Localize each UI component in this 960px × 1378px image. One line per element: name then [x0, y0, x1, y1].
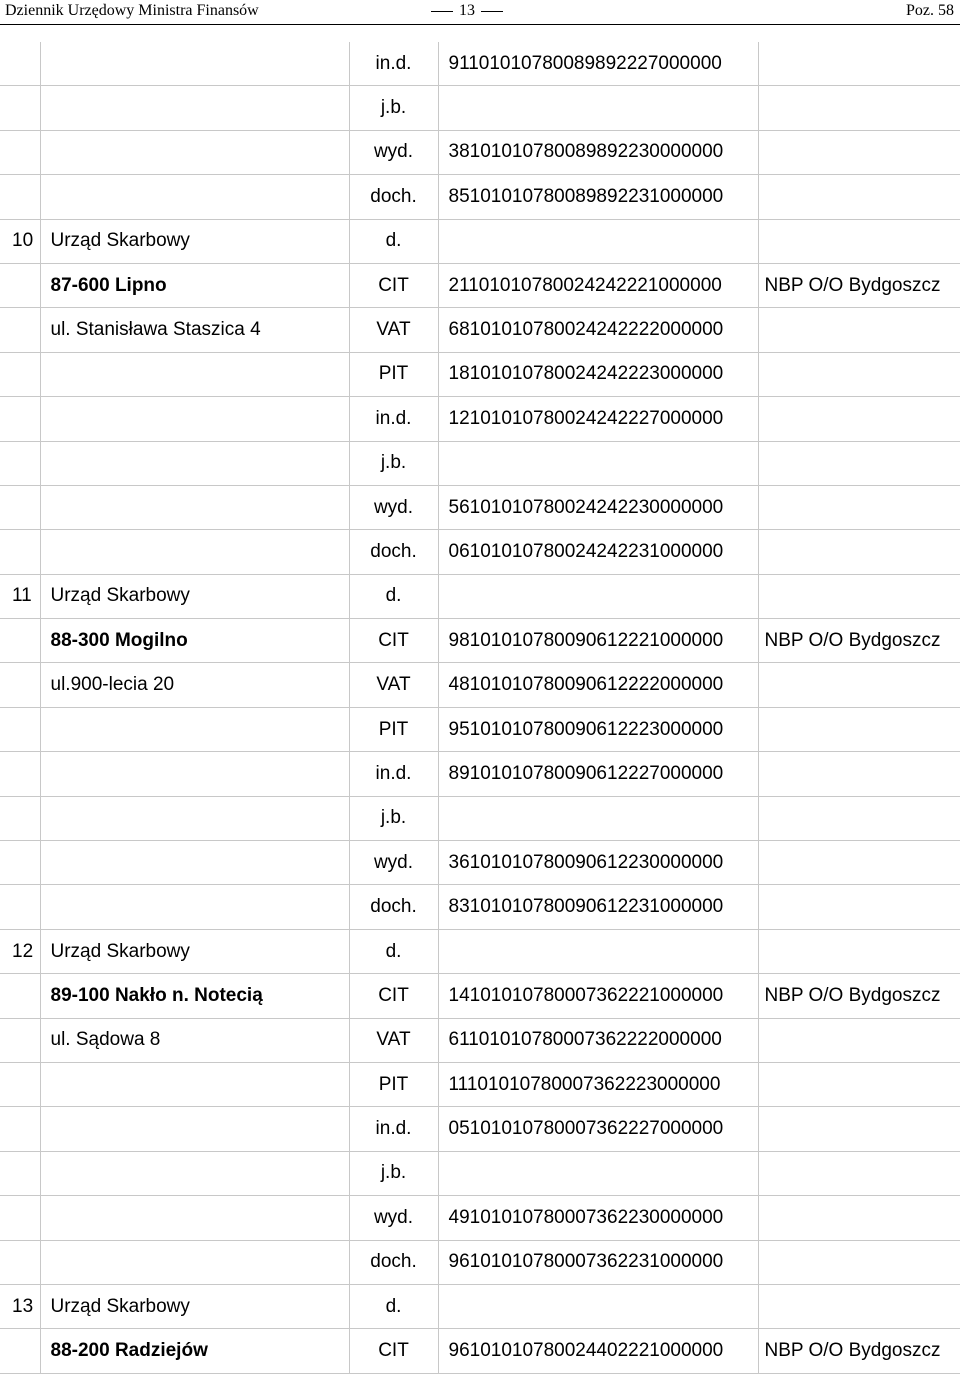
account-type-cell: in.d. [349, 42, 438, 86]
office-number-cell [0, 1107, 40, 1151]
office-name-cell: 87-600 Lipno [40, 263, 349, 307]
account-type-cell: d. [349, 574, 438, 618]
dash-right [481, 11, 503, 12]
table-row [0, 42, 960, 86]
bank-branch-cell [758, 397, 960, 441]
account-type-cell: doch. [349, 885, 438, 929]
account-type-cell: CIT [349, 974, 438, 1018]
office-name-cell [40, 707, 349, 751]
bank-branch-cell [758, 885, 960, 929]
account-type-cell: CIT [349, 1329, 438, 1373]
account-number-cell [438, 1151, 758, 1195]
bank-branch-cell [758, 574, 960, 618]
table-row [0, 663, 960, 707]
office-name-cell [40, 397, 349, 441]
account-number-cell: 91101010780089892227000000 [438, 42, 758, 86]
account-type-cell: in.d. [349, 1107, 438, 1151]
table-row [0, 352, 960, 396]
page-number-group [425, 2, 509, 20]
account-number-cell [438, 1284, 758, 1328]
office-name-cell [40, 352, 349, 396]
table-row [0, 974, 960, 1018]
account-number-cell [438, 796, 758, 840]
table-body [0, 42, 960, 1373]
bank-branch-cell [758, 530, 960, 574]
bank-branch-cell [758, 441, 960, 485]
account-number-cell [438, 86, 758, 130]
office-number-cell [0, 308, 40, 352]
office-name-cell [40, 1240, 349, 1284]
account-type-cell: wyd. [349, 841, 438, 885]
table-row [0, 1196, 960, 1240]
office-name-cell: 88-200 Radziejów [40, 1329, 349, 1373]
office-number-cell [0, 1196, 40, 1240]
office-number-cell [0, 1240, 40, 1284]
office-name-cell [40, 530, 349, 574]
bank-branch-cell [758, 1151, 960, 1195]
table-row [0, 397, 960, 441]
account-number-cell: 48101010780090612222000000 [438, 663, 758, 707]
bank-branch-cell [758, 796, 960, 840]
account-number-cell: 85101010780089892231000000 [438, 175, 758, 219]
office-number-cell [0, 397, 40, 441]
office-number-cell [0, 1062, 40, 1106]
table-row [0, 841, 960, 885]
office-number-cell: 13 [0, 1284, 40, 1328]
account-type-cell: j.b. [349, 441, 438, 485]
office-name-cell: 89-100 Nakło n. Notecią [40, 974, 349, 1018]
table-row [0, 1018, 960, 1062]
position-label: Poz. 58 [906, 2, 954, 19]
bank-branch-cell [758, 352, 960, 396]
office-name-cell [40, 86, 349, 130]
office-number-cell [0, 530, 40, 574]
account-type-cell: d. [349, 929, 438, 973]
table-row [0, 485, 960, 529]
account-type-cell: in.d. [349, 397, 438, 441]
account-number-cell [438, 219, 758, 263]
account-number-cell: 56101010780024242230000000 [438, 485, 758, 529]
bank-branch-cell [758, 86, 960, 130]
table-row [0, 130, 960, 174]
account-type-cell: VAT [349, 1018, 438, 1062]
table-row [0, 530, 960, 574]
account-type-cell: j.b. [349, 1151, 438, 1195]
office-number-cell [0, 130, 40, 174]
account-number-cell: 68101010780024242222000000 [438, 308, 758, 352]
account-type-cell: in.d. [349, 752, 438, 796]
bank-branch-cell [758, 1284, 960, 1328]
office-name-cell [40, 885, 349, 929]
office-name-cell: Urząd Skarbowy [40, 219, 349, 263]
account-number-cell: 12101010780024242227000000 [438, 397, 758, 441]
office-number-cell [0, 974, 40, 1018]
tax-office-accounts-table [0, 42, 960, 1374]
office-number-cell [0, 796, 40, 840]
account-type-cell: wyd. [349, 1196, 438, 1240]
office-number-cell [0, 707, 40, 751]
office-number-cell [0, 841, 40, 885]
account-type-cell: wyd. [349, 485, 438, 529]
table-row [0, 929, 960, 973]
table-row [0, 308, 960, 352]
office-name-cell [40, 1151, 349, 1195]
account-number-cell: 61101010780007362222000000 [438, 1018, 758, 1062]
office-name-cell: Urząd Skarbowy [40, 929, 349, 973]
bank-branch-cell [758, 663, 960, 707]
page-number: 13 [459, 2, 475, 19]
office-number-cell [0, 619, 40, 663]
account-type-cell: PIT [349, 707, 438, 751]
account-type-cell: doch. [349, 530, 438, 574]
office-number-cell [0, 175, 40, 219]
table-row [0, 1107, 960, 1151]
office-name-cell [40, 1062, 349, 1106]
office-number-cell [0, 352, 40, 396]
dash-left [431, 11, 453, 12]
office-name-cell [40, 841, 349, 885]
account-number-cell: 96101010780007362231000000 [438, 1240, 758, 1284]
bank-branch-cell [758, 130, 960, 174]
bank-branch-cell [758, 1196, 960, 1240]
office-number-cell [0, 752, 40, 796]
office-number-cell [0, 485, 40, 529]
account-type-cell: d. [349, 1284, 438, 1328]
account-type-cell: wyd. [349, 130, 438, 174]
office-number-cell [0, 885, 40, 929]
account-number-cell: 21101010780024242221000000 [438, 263, 758, 307]
account-number-cell: 98101010780090612221000000 [438, 619, 758, 663]
table-row [0, 441, 960, 485]
account-type-cell: VAT [349, 663, 438, 707]
office-name-cell [40, 1196, 349, 1240]
account-number-cell: 95101010780090612223000000 [438, 707, 758, 751]
office-number-cell: 11 [0, 574, 40, 618]
account-number-cell [438, 574, 758, 618]
header-rule [0, 24, 960, 25]
table-row [0, 1240, 960, 1284]
bank-branch-cell [758, 42, 960, 86]
office-name-cell: Urząd Skarbowy [40, 574, 349, 618]
account-number-cell: 38101010780089892230000000 [438, 130, 758, 174]
account-number-cell [438, 929, 758, 973]
office-name-cell [40, 441, 349, 485]
table-row [0, 1329, 960, 1373]
office-name-cell: Urząd Skarbowy [40, 1284, 349, 1328]
account-number-cell: 36101010780090612230000000 [438, 841, 758, 885]
account-number-cell [438, 441, 758, 485]
bank-branch-cell [758, 485, 960, 529]
table-row [0, 574, 960, 618]
account-type-cell: j.b. [349, 86, 438, 130]
office-name-cell: ul.900-lecia 20 [40, 663, 349, 707]
account-type-cell: doch. [349, 1240, 438, 1284]
bank-branch-cell [758, 1240, 960, 1284]
bank-branch-cell [758, 219, 960, 263]
office-number-cell [0, 441, 40, 485]
account-type-cell: CIT [349, 263, 438, 307]
bank-branch-cell: NBP O/O Bydgoszcz [758, 974, 960, 1018]
table-row [0, 885, 960, 929]
office-number-cell [0, 42, 40, 86]
account-number-cell: 49101010780007362230000000 [438, 1196, 758, 1240]
table-row [0, 86, 960, 130]
account-number-cell: 83101010780090612231000000 [438, 885, 758, 929]
office-number-cell: 10 [0, 219, 40, 263]
office-number-cell [0, 1018, 40, 1062]
account-type-cell: VAT [349, 308, 438, 352]
table-row [0, 619, 960, 663]
office-number-cell [0, 1329, 40, 1373]
table-row [0, 707, 960, 751]
office-name-cell [40, 175, 349, 219]
bank-branch-cell [758, 308, 960, 352]
bank-branch-cell: NBP O/O Bydgoszcz [758, 1329, 960, 1373]
office-number-cell [0, 663, 40, 707]
bank-branch-cell [758, 752, 960, 796]
account-type-cell: PIT [349, 352, 438, 396]
account-type-cell: j.b. [349, 796, 438, 840]
bank-branch-cell: NBP O/O Bydgoszcz [758, 619, 960, 663]
bank-branch-cell [758, 1107, 960, 1151]
table-row [0, 175, 960, 219]
bank-branch-cell: NBP O/O Bydgoszcz [758, 263, 960, 307]
table-row [0, 1062, 960, 1106]
bank-branch-cell [758, 929, 960, 973]
bank-branch-cell [758, 175, 960, 219]
page-header [0, 0, 960, 24]
office-number-cell: 12 [0, 929, 40, 973]
account-number-cell: 14101010780007362221000000 [438, 974, 758, 1018]
office-name-cell [40, 130, 349, 174]
office-name-cell: 88-300 Mogilno [40, 619, 349, 663]
account-number-cell: 96101010780024402221000000 [438, 1329, 758, 1373]
bank-branch-cell [758, 707, 960, 751]
office-number-cell [0, 1151, 40, 1195]
account-type-cell: d. [349, 219, 438, 263]
office-name-cell [40, 752, 349, 796]
table-row [0, 219, 960, 263]
account-type-cell: PIT [349, 1062, 438, 1106]
table-row [0, 1284, 960, 1328]
account-number-cell: 05101010780007362227000000 [438, 1107, 758, 1151]
account-number-cell: 06101010780024242231000000 [438, 530, 758, 574]
office-name-cell: ul. Sądowa 8 [40, 1018, 349, 1062]
office-name-cell [40, 796, 349, 840]
bank-branch-cell [758, 1062, 960, 1106]
office-name-cell [40, 485, 349, 529]
account-type-cell: CIT [349, 619, 438, 663]
office-name-cell [40, 1107, 349, 1151]
office-name-cell: ul. Stanisława Staszica 4 [40, 308, 349, 352]
publication-title: Dziennik Urzędowy Ministra Finansów [5, 2, 259, 19]
table-row [0, 1151, 960, 1195]
office-number-cell [0, 86, 40, 130]
account-type-cell: doch. [349, 175, 438, 219]
table-row [0, 752, 960, 796]
bank-branch-cell [758, 1018, 960, 1062]
table-row [0, 263, 960, 307]
office-name-cell [40, 42, 349, 86]
bank-branch-cell [758, 841, 960, 885]
account-number-cell: 18101010780024242223000000 [438, 352, 758, 396]
office-number-cell [0, 263, 40, 307]
table-row [0, 796, 960, 840]
account-number-cell: 89101010780090612227000000 [438, 752, 758, 796]
account-number-cell: 11101010780007362223000000 [438, 1062, 758, 1106]
